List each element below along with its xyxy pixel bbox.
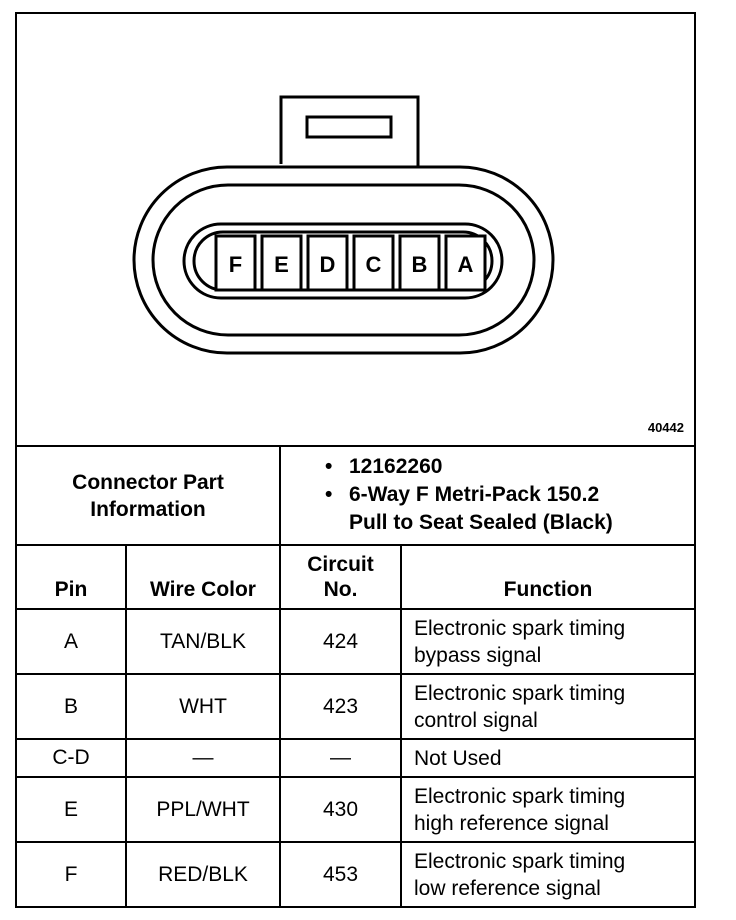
pin-letter-b: B (411, 252, 428, 277)
pin-letter-a: A (457, 252, 474, 277)
part-info-text: 6-Way F Metri-Pack 150.2 (349, 483, 600, 506)
part-info-text: Pull to Seat Sealed (Black) (349, 511, 613, 534)
table-row (17, 674, 694, 739)
part-info-label (17, 447, 281, 544)
header-wire-color: Wire Color (126, 546, 280, 609)
part-info-label-line2: Information (90, 497, 206, 521)
header-circuit-no (280, 546, 401, 609)
part-info-label-line1: Connector Part (72, 470, 224, 494)
function-line: Electronic spark timing (414, 681, 626, 705)
header-circuit-line2: No. (323, 578, 358, 601)
connector-part-info (17, 447, 694, 546)
header-circuit-line1: Circuit (307, 553, 374, 576)
pin-cell: F (17, 842, 126, 907)
circuit-cell: — (280, 739, 401, 777)
connector-sheet (15, 12, 696, 908)
part-info-text: 12162260 (349, 455, 443, 478)
table-row (17, 842, 694, 907)
function-line: low reference signal (414, 877, 601, 900)
function-line: Not Used (414, 746, 502, 770)
locking-tab (281, 97, 418, 167)
circuit-cell: 430 (280, 777, 401, 842)
table-row (17, 777, 694, 842)
header-function: Function (401, 546, 694, 609)
function-cell (401, 739, 694, 777)
wire-color-cell: — (126, 739, 280, 777)
locking-tab-slot (307, 117, 391, 137)
function-line: control signal (414, 708, 538, 732)
pin-table (17, 546, 694, 907)
function-cell (401, 609, 694, 674)
wire-color-cell: PPL/WHT (126, 777, 280, 842)
pin-letter-e: E (274, 252, 289, 277)
circuit-cell: 453 (280, 842, 401, 907)
connector-drawing (17, 14, 694, 445)
circuit-cell: 423 (280, 674, 401, 739)
part-info-line (313, 453, 613, 481)
table-row (17, 609, 694, 674)
part-info-list (313, 453, 613, 537)
pin-cell: A (17, 609, 126, 674)
function-line: Electronic spark timing (414, 616, 626, 640)
wire-color-cell: WHT (126, 674, 280, 739)
circuit-cell: 424 (280, 609, 401, 674)
function-line: high reference signal (414, 811, 609, 835)
function-cell (401, 777, 694, 842)
function-line: bypass signal (414, 643, 542, 667)
function-cell (401, 674, 694, 739)
wire-color-cell: RED/BLK (126, 842, 280, 907)
function-cell (401, 842, 694, 907)
pin-letter-f: F (228, 252, 243, 277)
pin-letter-d: D (319, 252, 336, 277)
function-line: Electronic spark timing (414, 850, 626, 873)
wire-color-cell: TAN/BLK (126, 609, 280, 674)
connector-diagram (17, 14, 694, 447)
pin-cell: E (17, 777, 126, 842)
part-info-line (313, 509, 613, 537)
figure-number: 40442 (647, 420, 684, 435)
pin-cell: B (17, 674, 126, 739)
header-pin: Pin (17, 546, 126, 609)
pin-letter-c: C (365, 252, 382, 277)
function-line: Electronic spark timing (414, 784, 626, 808)
pin-cell: C-D (17, 739, 126, 777)
bullet-icon: • (325, 483, 333, 506)
table-row (17, 739, 694, 777)
pin-table-header-row (17, 546, 694, 609)
bullet-icon: • (325, 455, 333, 478)
part-info-line (313, 481, 613, 509)
